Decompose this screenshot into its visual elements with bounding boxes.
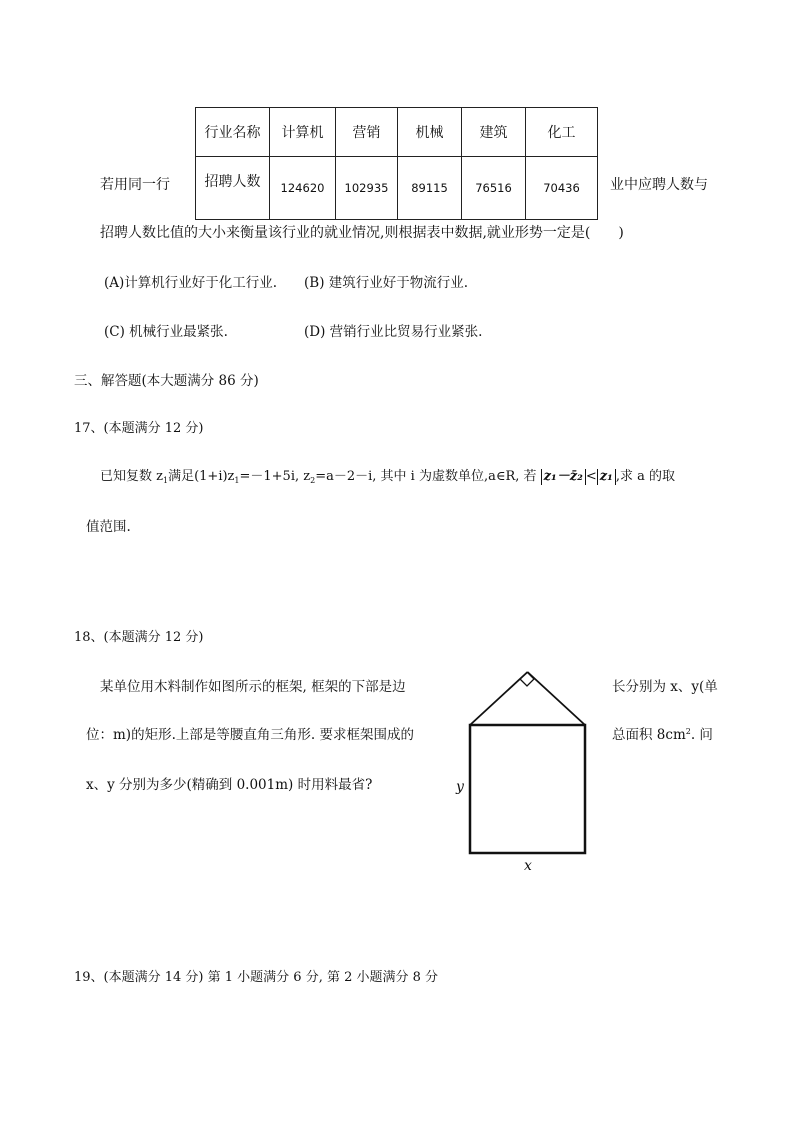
q17-text: =－1+5i, z <box>239 469 311 484</box>
table-cell: 124620 <box>270 157 336 220</box>
table-row <box>196 157 598 220</box>
triangle-left-edge <box>470 672 528 725</box>
q16-text-left: 若用同一行 <box>100 177 170 193</box>
q16-option-b: (B) 建筑行业好于物流行业. <box>304 275 469 291</box>
table-cell: 建筑 <box>462 108 526 157</box>
abs-expression-1: z₁－z̄₂ <box>541 469 586 485</box>
q17-header: 17、(本题满分 12 分) <box>74 421 204 436</box>
table-cell: 营销 <box>336 108 398 157</box>
q17-subscript: 2 <box>310 476 316 485</box>
table-cell: 76516 <box>462 157 526 220</box>
triangle-right-edge <box>528 672 586 725</box>
table-cell: 计算机 <box>270 108 336 157</box>
q17-subscript: 1 <box>162 476 169 485</box>
q18-header: 18、(本题满分 12 分) <box>74 630 204 645</box>
table-cell: 招聘人数 <box>196 157 270 220</box>
q16-option-d: (D) 营销行业比贸易行业紧张. <box>304 324 483 340</box>
q18-text-line2a: 位：m)的矩形.上部是等腰直角三角形. 要求框架围成的 <box>86 727 414 743</box>
table-header-row <box>196 108 598 157</box>
q18-text-line1a: 某单位用木料制作如图所示的框架, 框架的下部是边 <box>100 679 406 695</box>
q17-text: 满足(1+i)z <box>168 469 235 484</box>
table-cell: 机械 <box>398 108 462 157</box>
section-heading: 三、解答题(本大题满分 86 分) <box>74 373 259 389</box>
table-cell: 102935 <box>336 157 398 220</box>
right-angle-marker <box>520 672 534 686</box>
q16-text-line2: 招聘人数比值的大小来衡量该行业的就业情况,则根据表中数据,就业形势一定是( ) <box>100 225 624 241</box>
q17-text: =a－2－i, 其中 i 为虚数单位,a∈R, 若 <box>315 469 537 484</box>
q17-text: ,求 a 的取 <box>615 469 675 484</box>
q18-superscript: 2 <box>685 727 691 736</box>
q17-text-line1 <box>100 465 675 485</box>
table-cell: 70436 <box>526 157 598 220</box>
q18-text-line1b: 长分别为 x、y(单 <box>612 679 718 695</box>
less-than-sign: < <box>585 469 597 484</box>
q17-subscript: 1 <box>234 476 240 485</box>
table-cell: 89115 <box>398 157 462 220</box>
q17-text: 已知复数 z <box>100 469 163 484</box>
recruitment-table <box>195 107 598 220</box>
abs-expression-2: z₁ <box>597 469 616 485</box>
q16-option-a: (A)计算机行业好于化工行业. <box>104 275 278 291</box>
frame-figure <box>440 665 610 880</box>
q17-text-line2: 值范围. <box>86 519 131 535</box>
frame-rectangle <box>470 725 585 853</box>
figure-label-x: x <box>524 858 532 874</box>
q18-text-line2b <box>612 723 713 743</box>
q19-header: 19、(本题满分 14 分) 第 1 小题满分 6 分, 第 2 小题满分 8 分 <box>74 970 439 985</box>
table-cell: 化工 <box>526 108 598 157</box>
q18-text-line3: x、y 分别为多少(精确到 0.001m) 时用料最省? <box>86 777 373 793</box>
q16-option-c: (C) 机械行业最紧张. <box>104 324 228 340</box>
table-cell: 行业名称 <box>196 108 270 157</box>
q16-text-right: 业中应聘人数与 <box>610 177 708 193</box>
q18-text: 总面积 8cm <box>612 727 686 743</box>
figure-label-y: y <box>456 779 464 795</box>
q18-text: . 问 <box>690 727 713 743</box>
